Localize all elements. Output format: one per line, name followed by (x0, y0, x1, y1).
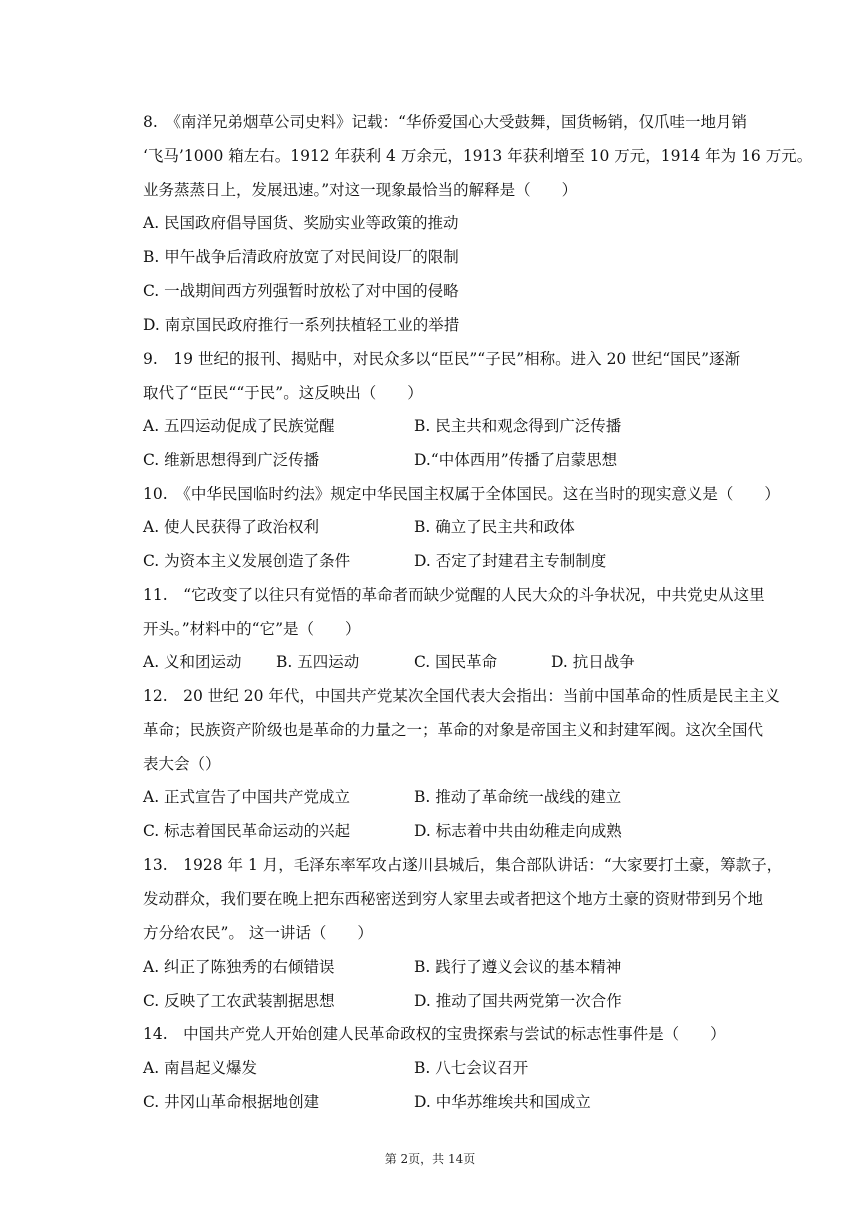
question-12-stem-line-2: 革命；民族资产阶级也是革命的力量之一；革命的对象是帝国主义和封建军阀。这次全国代 (143, 721, 764, 739)
question-14-stem-line-1: 14. 中国共产党人开始创建人民革命政权的宝贵探索与尝试的标志性事件是（ ） (143, 1025, 726, 1043)
question-9-option-a: A. 五四运动促成了民族觉醒 (143, 417, 335, 435)
question-14-option-b: B. 八七会议召开 (414, 1059, 529, 1077)
question-8-option-b: B. 甲午战争后清政府放宽了对民间设厂的限制 (143, 248, 459, 266)
question-8-option-c: C. 一战期间西方列强暂时放松了对中国的侵略 (143, 282, 459, 300)
question-12-stem-line-3: 表大会（） (143, 755, 221, 773)
question-13-stem-line-3: 方分给农民”。 这一讲话（ ） (143, 924, 373, 942)
question-12-stem-line-1: 12. 20 世纪 20 年代，中国共产党某次全国代表大会指出：当前中国革命的性质是民主主义 (143, 687, 780, 705)
question-14-option-d: D. 中华苏维埃共和国成立 (414, 1093, 591, 1111)
question-10-option-c: C. 为资本主义发展创造了条件 (143, 552, 351, 570)
question-11-option-c: C. 国民革命 (414, 653, 498, 671)
question-11-stem-line-1: 11. “它改变了以往只有觉悟的革命者而缺少觉醒的人民大众的斗争状况，中共党史从这里 (143, 586, 765, 604)
question-11-option-b: B. 五四运动 (276, 653, 360, 671)
question-10-option-d: D. 否定了封建君主专制制度 (414, 552, 607, 570)
question-8-option-a: A. 民国政府倡导国货、奖励实业等政策的推动 (143, 214, 459, 232)
question-12-option-d: D. 标志着中共由幼稚走向成熟 (414, 822, 622, 840)
question-13-option-a: A. 纠正了陈独秀的右倾错误 (143, 958, 335, 976)
question-11-option-d: D. 抗日战争 (551, 653, 635, 671)
question-13-option-d: D. 推动了国共两党第一次合作 (414, 992, 622, 1010)
question-13-option-b: B. 践行了遵义会议的基本精神 (414, 958, 622, 976)
page-number-footer: 第 2页，共 14页 (384, 1152, 476, 1166)
question-12-option-b: B. 推动了革命统一战线的建立 (414, 788, 622, 806)
question-13-option-c: C. 反映了工农武装割据思想 (143, 992, 335, 1010)
question-8-option-d: D. 南京国民政府推行一系列扶植轻工业的举措 (143, 316, 460, 334)
question-13-stem-line-2: 发动群众，我们要在晚上把东西秘密送到穷人家里去或者把这个地方土豪的资财带到另个地 (143, 890, 764, 908)
question-8-stem-line-1: 8. 《南洋兄弟烟草公司史料》记载：“华侨爱国心大受鼓舞，国货畅销，仅爪哇一地月销 (143, 113, 747, 131)
question-9-option-c: C. 维新思想得到广泛传播 (143, 451, 320, 469)
question-9-option-d: D.“中体西用”传播了启蒙思想 (414, 451, 618, 469)
question-11-stem-line-2: 开头。”材料中的“它”是（ ） (143, 620, 361, 638)
question-10-option-b: B. 确立了民主共和政体 (414, 518, 575, 536)
question-12-option-a: A. 正式宣告了中国共产党成立 (143, 788, 351, 806)
question-10-stem-line-1: 10. 《中华民国临时约法》规定中华民国主权属于全体国民。这在当时的现实意义是（ ） (143, 485, 780, 503)
question-10-option-a: A. 使人民获得了政治权利 (143, 518, 320, 536)
question-13-stem-line-1: 13. 1928 年 1 月，毛泽东率军攻占遂川县城后，集合部队讲话：“大家要打土豪，筹款子， (143, 856, 783, 874)
question-9-option-b: B. 民主共和观念得到广泛传播 (414, 417, 622, 435)
question-12-option-c: C. 标志着国民革命运动的兴起 (143, 822, 351, 840)
question-11-option-a: A. 义和团运动 (143, 653, 242, 671)
question-9-stem-line-1: 9. 19 世纪的报刊、揭贴中，对民众多以“臣民”“子民”相称。进入 20 世纪“国民”逐渐 (143, 350, 741, 368)
question-8-stem-line-3: 业务蒸蒸日上，发展迅速。”对这一现象最恰当的解释是（ ） (143, 181, 578, 199)
question-8-stem-line-2: ‘飞马’1000 箱左右。1912 年获利 4 万余元，1913 年获利增至 10 万元，1914 年为 16 万元。 (143, 147, 813, 165)
question-14-option-c: C. 井冈山革命根据地创建 (143, 1093, 320, 1111)
question-14-option-a: A. 南昌起义爆发 (143, 1059, 258, 1077)
question-9-stem-line-2: 取代了“臣民““于民”。这反映出（ ） (143, 384, 423, 402)
